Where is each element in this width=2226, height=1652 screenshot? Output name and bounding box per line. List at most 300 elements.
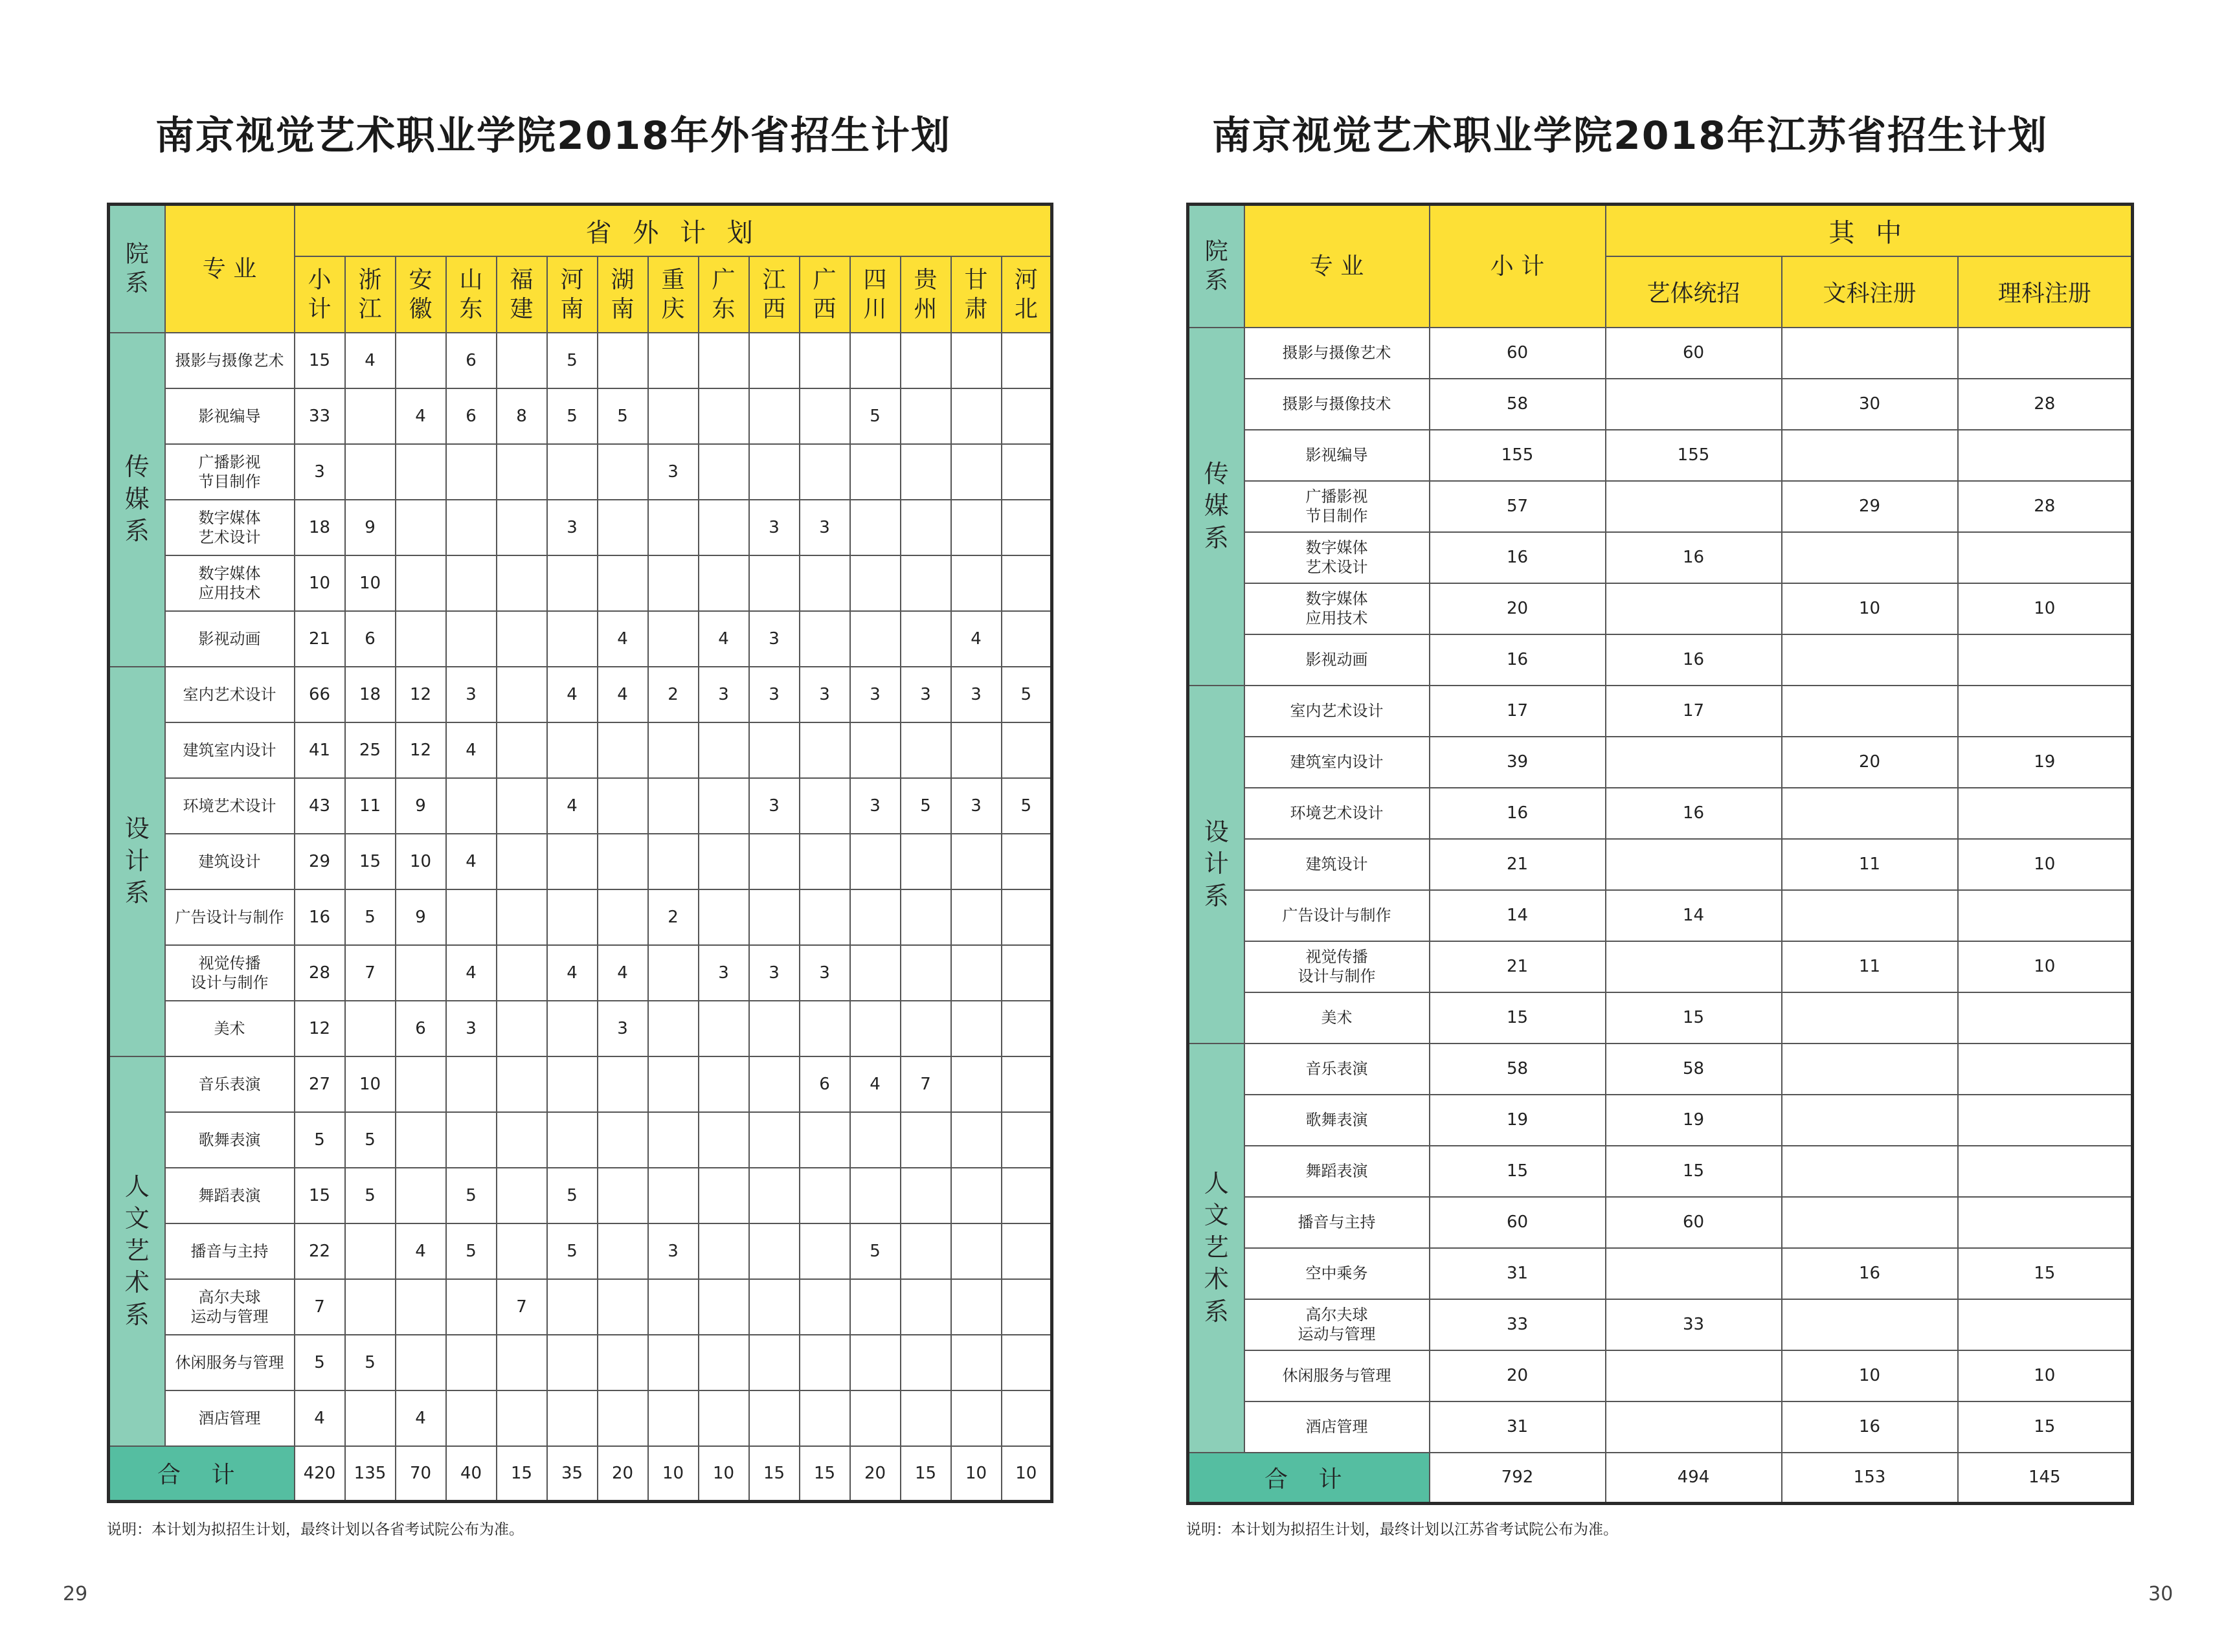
value-cell (850, 333, 901, 388)
value-cell: 5 (547, 1168, 598, 1223)
label-part: 东 (459, 295, 483, 322)
table-row (109, 333, 1052, 388)
value-cell (396, 555, 446, 611)
value-cell: 20 (1782, 737, 1958, 788)
value-cell: 15 (1606, 1146, 1782, 1197)
label-part: 四 (863, 266, 887, 293)
value-cell: 5 (345, 889, 396, 945)
label-part: 空中乘务 (1305, 1264, 1368, 1282)
value-cell: 16 (1606, 788, 1782, 839)
value-cell (497, 1168, 547, 1223)
value-cell (850, 1112, 901, 1168)
value-cell: 33 (295, 388, 345, 444)
major-cell (165, 945, 295, 1001)
value-cell: 4 (598, 611, 648, 667)
value-cell (749, 1279, 800, 1335)
value-cell (497, 611, 547, 667)
major-cell (165, 1390, 295, 1446)
value-cell (648, 1390, 699, 1446)
value-cell (345, 1001, 396, 1056)
value-cell: 20 (1430, 1350, 1606, 1401)
value-cell (547, 889, 598, 945)
value-cell: 12 (396, 667, 446, 722)
value-cell: 7 (901, 1056, 951, 1112)
table-row (109, 500, 1052, 555)
value-cell (749, 889, 800, 945)
value-cell: 57 (1430, 481, 1606, 532)
table-row (1188, 1401, 2133, 1453)
value-cell (850, 834, 901, 889)
value-cell: 3 (850, 667, 901, 722)
label-part: 休闲服务与管理 (175, 1353, 284, 1372)
value-cell (951, 1279, 1002, 1335)
value-cell (1606, 1401, 1782, 1453)
label-part: 重 (661, 266, 685, 293)
value-cell (850, 611, 901, 667)
value-cell: 17 (1606, 686, 1782, 737)
value-cell (648, 945, 699, 1001)
table-row (1188, 1248, 2133, 1299)
value-cell (800, 1279, 850, 1335)
value-cell (547, 1335, 598, 1390)
value-cell (951, 1112, 1002, 1168)
value-cell (1958, 890, 2133, 941)
value-cell: 30 (1782, 379, 1958, 430)
value-cell: 4 (699, 611, 749, 667)
left-province-header (497, 256, 547, 333)
value-cell (345, 1390, 396, 1446)
value-cell: 155 (1606, 430, 1782, 481)
label-part: 广告设计与制作 (1282, 906, 1391, 924)
value-cell (1002, 333, 1052, 388)
label-part: 室内艺术设计 (183, 685, 276, 704)
table-row (109, 1112, 1052, 1168)
value-cell (850, 1279, 901, 1335)
value-cell: 20 (1430, 583, 1606, 634)
table-row (109, 722, 1052, 778)
value-cell (800, 778, 850, 834)
value-cell (345, 1223, 396, 1279)
value-cell: 5 (1002, 778, 1052, 834)
value-cell: 16 (1782, 1248, 1958, 1299)
label-part: 系 (1204, 881, 1229, 910)
total-value-cell: 792 (1430, 1453, 1606, 1504)
value-cell: 5 (345, 1335, 396, 1390)
total-value-cell: 15 (497, 1446, 547, 1502)
value-cell (901, 388, 951, 444)
value-cell (901, 611, 951, 667)
label-part: 文 (1204, 1201, 1229, 1230)
label-part: 设计与制作 (190, 973, 269, 992)
value-cell (446, 1112, 497, 1168)
label-part: 应用技术 (1305, 609, 1368, 627)
value-cell (1958, 328, 2133, 379)
table-row (109, 945, 1052, 1001)
major-cell (165, 889, 295, 945)
label-part: 美术 (214, 1019, 245, 1038)
value-cell (1002, 388, 1052, 444)
value-cell: 3 (901, 667, 951, 722)
value-cell (800, 555, 850, 611)
value-cell (547, 834, 598, 889)
value-cell: 21 (295, 611, 345, 667)
major-cell (1244, 481, 1430, 532)
value-cell (497, 834, 547, 889)
right-header-dept: 院 系 (1188, 205, 1244, 328)
value-cell: 10 (345, 555, 396, 611)
table-row (109, 1001, 1052, 1056)
value-cell: 19 (1958, 737, 2133, 788)
total-value-cell: 494 (1606, 1453, 1782, 1504)
value-cell: 4 (547, 945, 598, 1001)
right-header-subtotal: 小 计 (1430, 205, 1606, 328)
value-cell (749, 1223, 800, 1279)
value-cell (396, 333, 446, 388)
value-cell (598, 333, 648, 388)
left-page-number: 29 (63, 1583, 88, 1605)
value-cell: 4 (547, 667, 598, 722)
right-enrollment-table (1186, 203, 2134, 1505)
label-part: 设 (124, 814, 150, 843)
label-part: 广播影视 (1305, 487, 1368, 506)
value-cell: 3 (648, 1223, 699, 1279)
label-part: 建 (510, 295, 534, 322)
value-cell: 3 (699, 945, 749, 1001)
value-cell: 5 (1002, 667, 1052, 722)
value-cell (951, 889, 1002, 945)
value-cell: 19 (1430, 1095, 1606, 1146)
major-cell (165, 667, 295, 722)
value-cell (1002, 555, 1052, 611)
value-cell: 28 (1958, 481, 2133, 532)
left-province-header (699, 256, 749, 333)
value-cell (1958, 1299, 2133, 1350)
total-value-cell: 15 (901, 1446, 951, 1502)
value-cell (901, 1168, 951, 1223)
label-part: 设计与制作 (1298, 967, 1376, 985)
label-part: 系 (1204, 523, 1229, 552)
label-part: 河 (1014, 266, 1038, 293)
left-province-header (1002, 256, 1052, 333)
label-part: 南 (611, 295, 635, 322)
value-cell (598, 555, 648, 611)
department-cell (109, 1056, 165, 1446)
value-cell: 5 (547, 388, 598, 444)
label-part: 艺术设计 (1305, 558, 1368, 576)
label-part: 南 (560, 295, 584, 322)
table-row (109, 1168, 1052, 1223)
value-cell: 58 (1430, 1044, 1606, 1095)
right-note: 说明：本计划为拟招生计划，最终计划以江苏省考试院公布为准。 (1186, 1521, 1618, 1538)
value-cell (497, 722, 547, 778)
value-cell (345, 388, 396, 444)
label-part: 视觉传播 (198, 954, 261, 972)
total-value-cell: 15 (800, 1446, 850, 1502)
table-row (1188, 379, 2133, 430)
label-part: 应用技术 (198, 583, 261, 602)
value-cell (648, 500, 699, 555)
value-cell: 11 (345, 778, 396, 834)
value-cell (1782, 634, 1958, 686)
major-cell (1244, 634, 1430, 686)
value-cell (1606, 941, 1782, 992)
value-cell (901, 834, 951, 889)
value-cell: 4 (850, 1056, 901, 1112)
department-cell (109, 333, 165, 667)
right-page-number: 30 (2148, 1583, 2174, 1605)
value-cell: 3 (547, 500, 598, 555)
value-cell (396, 1279, 446, 1335)
label-part: 播音与主持 (190, 1242, 269, 1260)
table-row (1188, 583, 2133, 634)
value-cell (800, 834, 850, 889)
total-row (109, 1446, 1052, 1502)
label-part: 系 (124, 517, 150, 546)
value-cell (396, 1112, 446, 1168)
label-part: 传 (1204, 459, 1229, 488)
value-cell: 3 (749, 945, 800, 1001)
value-cell: 3 (295, 444, 345, 500)
value-cell: 4 (396, 1390, 446, 1446)
value-cell (901, 1223, 951, 1279)
left-province-header (951, 256, 1002, 333)
value-cell (396, 1056, 446, 1112)
value-cell: 2 (648, 667, 699, 722)
value-cell (648, 1335, 699, 1390)
label-part: 浙 (358, 266, 382, 293)
value-cell (396, 945, 446, 1001)
value-cell: 33 (1606, 1299, 1782, 1350)
value-cell (648, 1168, 699, 1223)
value-cell (446, 1279, 497, 1335)
label-part: 广告设计与制作 (175, 908, 284, 926)
value-cell: 10 (1958, 583, 2133, 634)
value-cell (1606, 1248, 1782, 1299)
department-cell (1188, 1044, 1244, 1453)
major-cell (1244, 839, 1430, 890)
label-part: 艺术设计 (198, 528, 261, 546)
value-cell (1958, 634, 2133, 686)
label-part: 术 (1204, 1265, 1229, 1294)
major-cell (1244, 992, 1430, 1044)
value-cell: 17 (1430, 686, 1606, 737)
value-cell (598, 1168, 648, 1223)
label-part: 小 (308, 266, 332, 293)
value-cell (648, 1112, 699, 1168)
department-cell (109, 667, 165, 1056)
major-cell (1244, 1197, 1430, 1248)
value-cell: 3 (446, 667, 497, 722)
label-part: 影视编导 (198, 407, 261, 425)
value-cell (699, 388, 749, 444)
value-cell (749, 1390, 800, 1446)
value-cell: 10 (345, 1056, 396, 1112)
label-part: 节目制作 (1305, 507, 1368, 525)
label-part: 节目制作 (198, 472, 261, 491)
value-cell (396, 500, 446, 555)
value-cell (699, 1390, 749, 1446)
value-cell (497, 1223, 547, 1279)
value-cell (1782, 890, 1958, 941)
total-value-cell: 20 (598, 1446, 648, 1502)
value-cell (1606, 737, 1782, 788)
value-cell: 27 (295, 1056, 345, 1112)
label-part: 环境艺术设计 (1290, 804, 1384, 822)
major-cell (165, 1001, 295, 1056)
value-cell (699, 834, 749, 889)
value-cell (850, 722, 901, 778)
total-value-cell: 35 (547, 1446, 598, 1502)
value-cell: 5 (446, 1168, 497, 1223)
total-row (1188, 1453, 2133, 1504)
value-cell (699, 555, 749, 611)
right-page-title: 南京视觉艺术职业学院2018年江苏省招生计划 (1212, 113, 2048, 159)
value-cell (497, 667, 547, 722)
label-part: 休闲服务与管理 (1282, 1367, 1391, 1385)
value-cell (1002, 889, 1052, 945)
major-cell (165, 722, 295, 778)
total-value-cell: 10 (951, 1446, 1002, 1502)
total-value-cell: 15 (749, 1446, 800, 1502)
label-part: 广 (813, 266, 837, 293)
value-cell (547, 1001, 598, 1056)
value-cell (800, 1223, 850, 1279)
value-cell (901, 1112, 951, 1168)
value-cell (749, 834, 800, 889)
value-cell (699, 1168, 749, 1223)
value-cell (1002, 1001, 1052, 1056)
major-cell (165, 778, 295, 834)
major-cell (1244, 1299, 1430, 1350)
value-cell: 5 (295, 1335, 345, 1390)
value-cell (1782, 1044, 1958, 1095)
value-cell: 2 (648, 889, 699, 945)
label-part: 建筑室内设计 (1290, 753, 1384, 771)
value-cell (901, 500, 951, 555)
value-cell (547, 1112, 598, 1168)
value-cell: 10 (1782, 1350, 1958, 1401)
table-row (109, 388, 1052, 444)
value-cell (901, 945, 951, 1001)
table-row (1188, 941, 2133, 992)
value-cell (497, 1390, 547, 1446)
value-cell (1782, 328, 1958, 379)
value-cell (1002, 1223, 1052, 1279)
value-cell (598, 722, 648, 778)
value-cell (749, 444, 800, 500)
value-cell (850, 555, 901, 611)
value-cell: 58 (1430, 379, 1606, 430)
label-part: 运动与管理 (1298, 1325, 1376, 1343)
label-part: 数字媒体 (198, 508, 261, 527)
value-cell: 3 (749, 667, 800, 722)
value-cell: 60 (1430, 1197, 1606, 1248)
label-part: 高尔夫球 (198, 1288, 261, 1306)
left-province-header (345, 256, 396, 333)
total-value-cell: 20 (850, 1446, 901, 1502)
value-cell (1782, 532, 1958, 583)
value-cell (901, 889, 951, 945)
value-cell (1782, 1197, 1958, 1248)
label-part: 音乐表演 (1305, 1060, 1368, 1078)
value-cell (446, 611, 497, 667)
value-cell: 10 (1958, 1350, 2133, 1401)
value-cell: 4 (598, 667, 648, 722)
label-part: 歌舞表演 (1305, 1111, 1368, 1129)
value-cell: 14 (1430, 890, 1606, 941)
label-part: 室内艺术设计 (1290, 702, 1384, 720)
value-cell: 16 (1430, 634, 1606, 686)
value-cell: 6 (446, 388, 497, 444)
value-cell: 58 (1606, 1044, 1782, 1095)
left-header-group: 省 外 计 划 (295, 205, 1052, 256)
label-part: 西 (762, 295, 786, 322)
value-cell (598, 1390, 648, 1446)
value-cell (648, 778, 699, 834)
label-part: 影视动画 (198, 629, 261, 648)
value-cell: 5 (345, 1112, 396, 1168)
value-cell: 60 (1430, 328, 1606, 379)
value-cell: 5 (547, 333, 598, 388)
value-cell (1002, 444, 1052, 500)
label-part: 徽 (409, 295, 433, 322)
value-cell: 7 (345, 945, 396, 1001)
value-cell (446, 500, 497, 555)
value-cell (1002, 611, 1052, 667)
label-part: 人 (1204, 1169, 1229, 1198)
value-cell (598, 889, 648, 945)
value-cell (648, 611, 699, 667)
value-cell: 66 (295, 667, 345, 722)
value-cell (699, 500, 749, 555)
value-cell (648, 555, 699, 611)
value-cell: 31 (1430, 1248, 1606, 1299)
major-cell (165, 444, 295, 500)
major-cell (1244, 328, 1430, 379)
table-row (1188, 481, 2133, 532)
total-value-cell: 10 (1002, 1446, 1052, 1502)
value-cell: 6 (800, 1056, 850, 1112)
value-cell: 5 (850, 388, 901, 444)
value-cell (699, 333, 749, 388)
left-province-header (901, 256, 951, 333)
value-cell (547, 1279, 598, 1335)
label-part: 运动与管理 (190, 1307, 269, 1326)
table-row (109, 611, 1052, 667)
value-cell (699, 1335, 749, 1390)
value-cell (1782, 1095, 1958, 1146)
value-cell: 5 (598, 388, 648, 444)
value-cell: 9 (396, 778, 446, 834)
value-cell: 3 (850, 778, 901, 834)
value-cell: 3 (446, 1001, 497, 1056)
major-cell (1244, 788, 1430, 839)
value-cell (951, 1056, 1002, 1112)
label-part: 庆 (661, 295, 685, 322)
value-cell (901, 1390, 951, 1446)
total-value-cell: 40 (446, 1446, 497, 1502)
value-cell (951, 945, 1002, 1001)
table-row (1188, 839, 2133, 890)
value-cell (699, 444, 749, 500)
value-cell: 10 (295, 555, 345, 611)
value-cell (598, 444, 648, 500)
value-cell (749, 722, 800, 778)
value-cell (901, 1279, 951, 1335)
major-cell (1244, 1350, 1430, 1401)
value-cell (800, 611, 850, 667)
value-cell: 29 (295, 834, 345, 889)
